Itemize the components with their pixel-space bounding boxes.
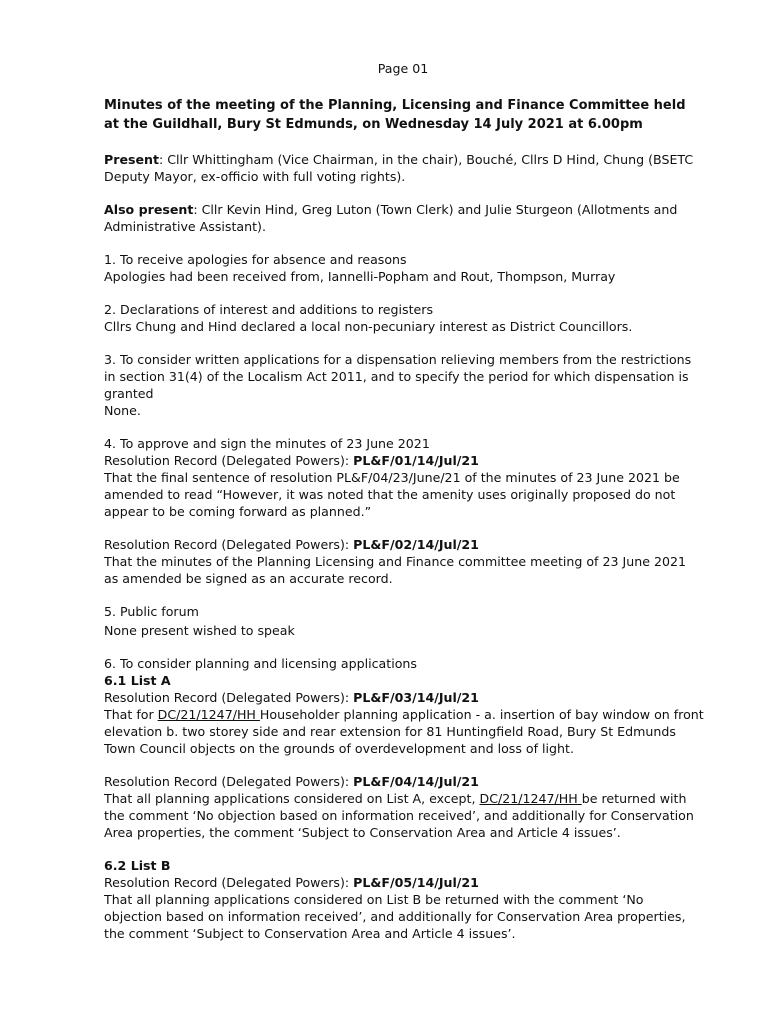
item-2-heading: 2. Declarations of interest and additions to registers xyxy=(104,302,434,317)
resolution-1-code: PL&F/01/14/Jul/21 xyxy=(353,453,479,468)
resolution-2-line xyxy=(104,536,704,553)
item-4-heading: 4. To approve and sign the minutes of 23 June 2021 xyxy=(104,436,430,451)
item-1-body: Apologies had been received from, Iannelli-Popham and Rout, Thompson, Murray xyxy=(104,269,616,284)
list-b-title: 6.2 List B xyxy=(104,858,171,873)
resolution-4-text xyxy=(104,790,704,841)
item-1-heading: 1. To receive apologies for absence and reasons xyxy=(104,252,407,267)
item-4-resolution-2 xyxy=(104,536,704,587)
item-4-approve-minutes xyxy=(104,435,704,520)
resolution-3-text xyxy=(104,706,704,757)
resolution-5-label: Resolution Record (Delegated Powers): xyxy=(104,875,354,890)
present-label: Present xyxy=(104,152,160,167)
resolution-3-post: Householder planning application - a. insertion of bay window on front elevation b. two storey side and rear extension for 81 Huntingfield Road, Bury St Edmunds Town Council objects on the grounds of overdevelopment and loss of light. xyxy=(104,707,704,756)
item-5-body: None present wished to speak xyxy=(104,623,295,638)
minutes-document xyxy=(104,96,704,958)
resolution-2-text: That the minutes of the Planning Licensing and Finance committee meeting of 23 June 2021 as amended be signed as an accurate record. xyxy=(104,554,687,586)
list-b-section xyxy=(104,857,704,942)
resolution-2-label: Resolution Record (Delegated Powers): xyxy=(104,537,354,552)
also-present-label: Also present xyxy=(104,202,194,217)
item-2-declarations xyxy=(104,301,704,335)
resolution-2-code: PL&F/02/14/Jul/21 xyxy=(353,537,479,552)
resolution-4-post: be returned with the comment ‘No objection based on information received’, and additionally for Conservation Area properties, the comment ‘Subject to Conservation Area and Article 4 issues’. xyxy=(104,791,694,840)
resolution-5-code: PL&F/05/14/Jul/21 xyxy=(353,875,479,890)
item-3-dispensations xyxy=(104,351,704,419)
also-present-paragraph xyxy=(104,201,704,235)
item-2-body: Cllrs Chung and Hind declared a local non-pecuniary interest as District Councillors. xyxy=(104,319,633,334)
resolution-3-line xyxy=(104,689,704,706)
resolution-4-code: PL&F/04/14/Jul/21 xyxy=(353,774,479,789)
resolution-3-label: Resolution Record (Delegated Powers): xyxy=(104,690,354,705)
present-paragraph xyxy=(104,151,704,185)
present-text: : Cllr Whittingham (Vice Chairman, in the chair), Bouché, Cllrs D Hind, Chung (BSETC Deputy Mayor, ex-officio with full voting rights). xyxy=(104,152,694,184)
also-present-text: : Cllr Kevin Hind, Greg Luton (Town Clerk) and Julie Sturgeon (Allotments and Administrative Assistant). xyxy=(104,202,678,234)
page-number: Page 01 xyxy=(377,61,429,76)
document-title: Minutes of the meeting of the Planning, Licensing and Finance Committee held at the Guildhall, Bury St Edmunds, on Wednesday 14 July 2021 at 6.00pm xyxy=(104,98,686,132)
resolution-4-pre: That all planning applications considered on List A, except, xyxy=(104,791,480,806)
item-3-heading: 3. To consider written applications for a dispensation relieving members from the restrictions in section 31(4) of the Localism Act 2011, and to specify the period for which dispensation is granted xyxy=(104,352,692,401)
item-6-heading: 6. To consider planning and licensing applications xyxy=(104,656,417,671)
resolution-3-pre: That for xyxy=(104,707,158,722)
resolution-4-line xyxy=(104,773,704,790)
application-link-dc-21-1247-hh-2[interactable]: DC/21/1247/HH xyxy=(479,791,582,806)
resolution-5-line xyxy=(104,874,704,891)
application-link-dc-21-1247-hh[interactable]: DC/21/1247/HH xyxy=(157,707,260,722)
resolution-1-text: That the final sentence of resolution PL&F/04/23/June/21 of the minutes of 23 June 2021 be amended to read “However, it was noted that the amenity uses originally proposed do not appear to be coming forward as planned.” xyxy=(104,470,680,519)
resolution-1-label: Resolution Record (Delegated Powers): xyxy=(104,453,354,468)
resolution-4-label: Resolution Record (Delegated Powers): xyxy=(104,774,354,789)
list-a-resolution-4 xyxy=(104,773,704,841)
item-5-heading: 5. Public forum xyxy=(104,604,199,619)
item-3-body: None. xyxy=(104,403,141,418)
item-5-public-forum xyxy=(104,603,704,639)
resolution-5-text: That all planning applications considered on List B be returned with the comment ‘No objection based on information received’, and additionally for Conservation Area properties, the comment ‘Subject to Conservation Area and Article 4 issues’. xyxy=(104,892,686,941)
item-6-planning xyxy=(104,655,704,757)
resolution-3-code: PL&F/03/14/Jul/21 xyxy=(353,690,479,705)
resolution-1-line xyxy=(104,452,704,469)
list-a-title: 6.1 List A xyxy=(104,673,171,688)
item-1-apologies xyxy=(104,251,704,285)
